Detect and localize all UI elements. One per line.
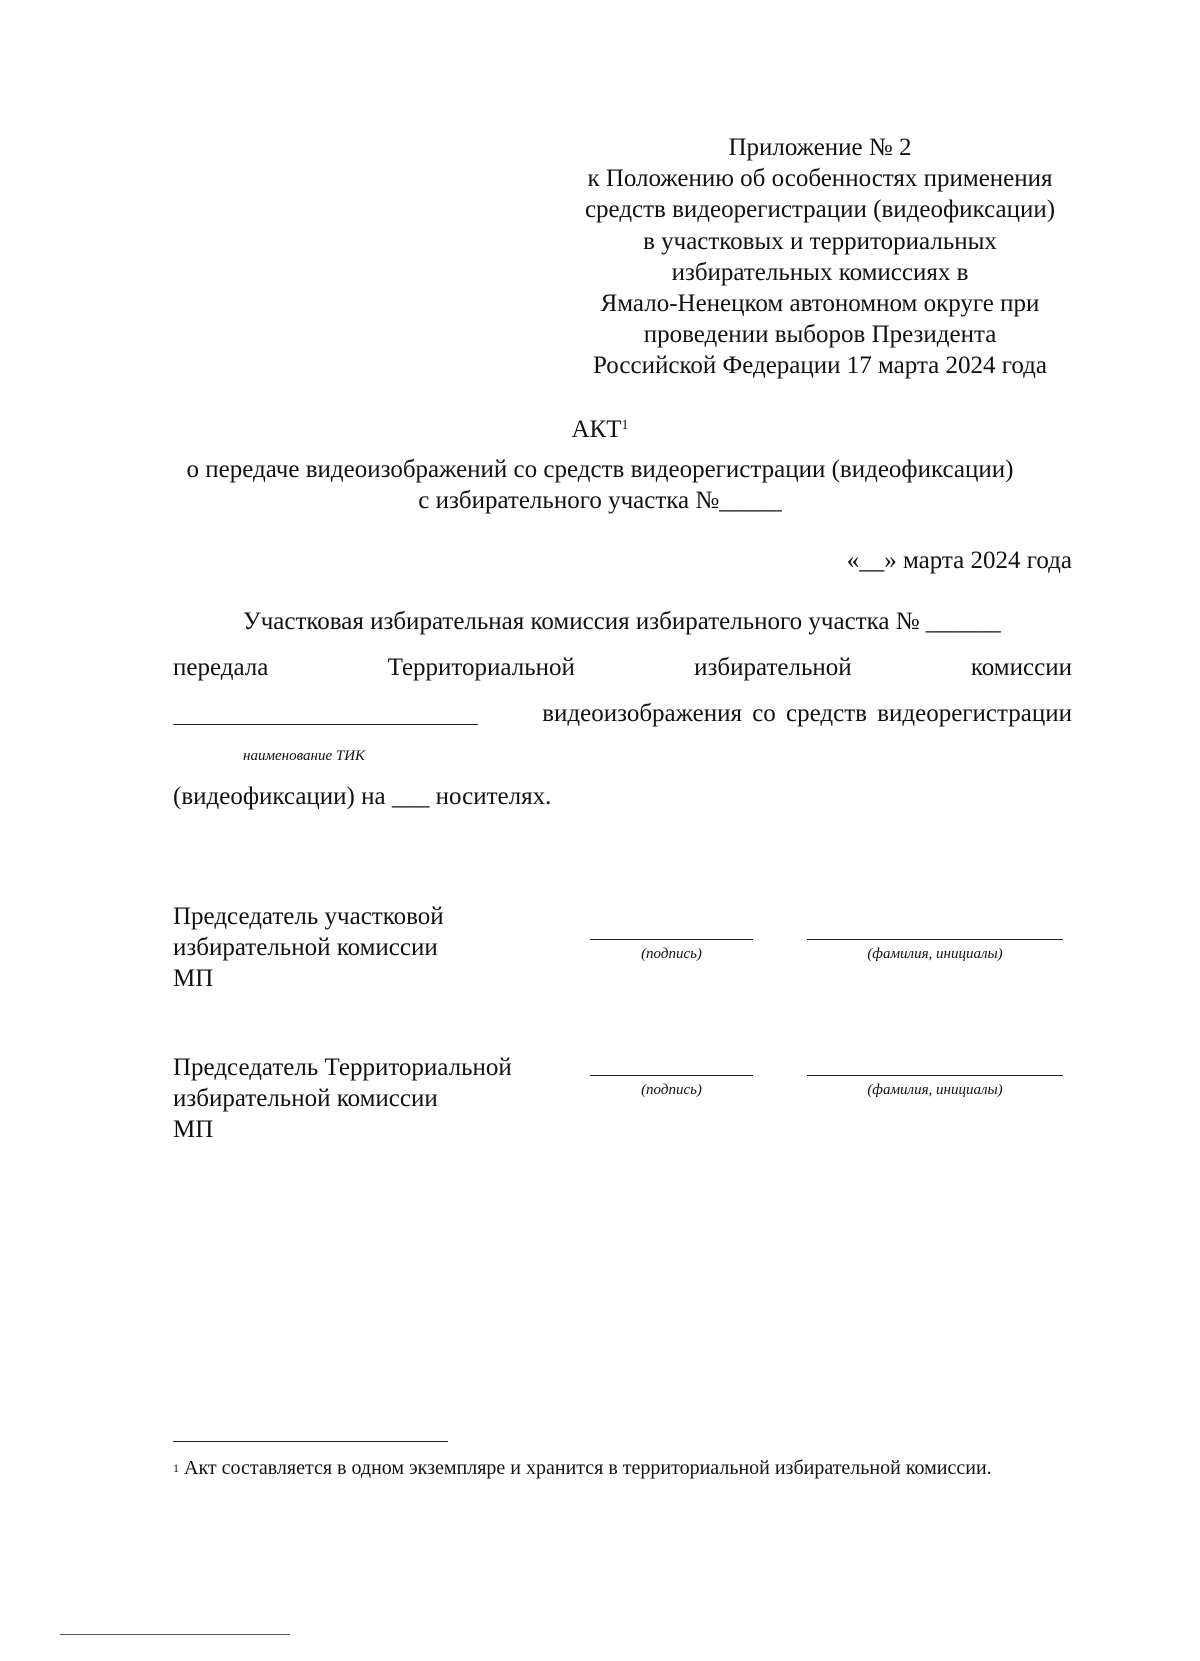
signature-block-territorial bbox=[173, 1052, 512, 1145]
body-word: комиссии bbox=[970, 654, 1072, 681]
body-word: передала bbox=[173, 654, 269, 681]
scan-artifact-line bbox=[60, 1634, 290, 1635]
act-subtitle-line1: о передаче видеоизображений со средств видеорегистрации (видеофиксации) bbox=[186, 456, 1014, 483]
footnote bbox=[173, 1455, 1073, 1482]
name-line bbox=[807, 939, 1063, 940]
act-footnote-mark: 1 bbox=[621, 418, 629, 433]
act-subtitle bbox=[0, 454, 1200, 516]
appendix-line: к Положению об особенностях применения bbox=[587, 165, 1053, 193]
appendix-header bbox=[540, 132, 1100, 382]
name-line bbox=[807, 1075, 1063, 1076]
signature-caption: (подпись) bbox=[641, 946, 702, 962]
act-subtitle-line2: с избирательного участка №_____ bbox=[418, 487, 782, 514]
tik-name-blank-line bbox=[173, 724, 478, 725]
stamp-place-label: МП bbox=[173, 1116, 214, 1143]
act-title-text: АКТ bbox=[571, 416, 622, 443]
signature-role-line: Председатель участковой bbox=[173, 903, 444, 930]
body-word: Территориальной bbox=[387, 654, 575, 681]
footnote-mark: 1 bbox=[173, 1461, 179, 1475]
appendix-line: Российской Федерации 17 марта 2024 года bbox=[593, 352, 1047, 380]
appendix-line: проведении выборов Президента bbox=[643, 321, 997, 349]
appendix-line: в участковых и территориальных bbox=[643, 227, 997, 255]
footnote-rule bbox=[173, 1441, 448, 1442]
stamp-place-label: МП bbox=[173, 965, 214, 992]
signature-line bbox=[590, 1075, 753, 1076]
body-line-3: видеоизображения со средств видеорегистрации bbox=[542, 700, 1072, 727]
body-line-2 bbox=[173, 654, 1072, 682]
signature-block-precinct bbox=[173, 901, 444, 994]
appendix-line: избирательных комиссиях в bbox=[671, 258, 969, 286]
signature-role-line: избирательной комиссии bbox=[173, 1085, 438, 1112]
act-date: «__» марта 2024 года bbox=[846, 547, 1072, 574]
name-caption: (фамилия, инициалы) bbox=[867, 1082, 1003, 1098]
tik-caption: наименование ТИК bbox=[243, 748, 366, 764]
signature-line bbox=[590, 939, 753, 940]
name-caption: (фамилия, инициалы) bbox=[867, 946, 1003, 962]
signature-role-line: Председатель Территориальной bbox=[173, 1054, 512, 1081]
body-word: избирательной bbox=[694, 654, 852, 681]
act-title bbox=[0, 414, 1200, 445]
body-line-4: (видеофиксации) на ___ носителях. bbox=[173, 783, 552, 810]
signature-caption: (подпись) bbox=[641, 1082, 702, 1098]
signature-role-line: избирательной комиссии bbox=[173, 934, 438, 961]
appendix-line: Ямало-Ненецком автономном округе при bbox=[600, 290, 1040, 318]
footnote-text: Акт составляется в одном экземпляре и хранится в территориальной избирательной комиссии. bbox=[179, 1457, 992, 1479]
appendix-line: средств видеорегистрации (видеофиксации) bbox=[584, 196, 1056, 224]
body-line-1: Участковая избирательная комиссия избирательного участка № ______ bbox=[243, 608, 1001, 635]
appendix-line: Приложение № 2 bbox=[728, 134, 912, 161]
